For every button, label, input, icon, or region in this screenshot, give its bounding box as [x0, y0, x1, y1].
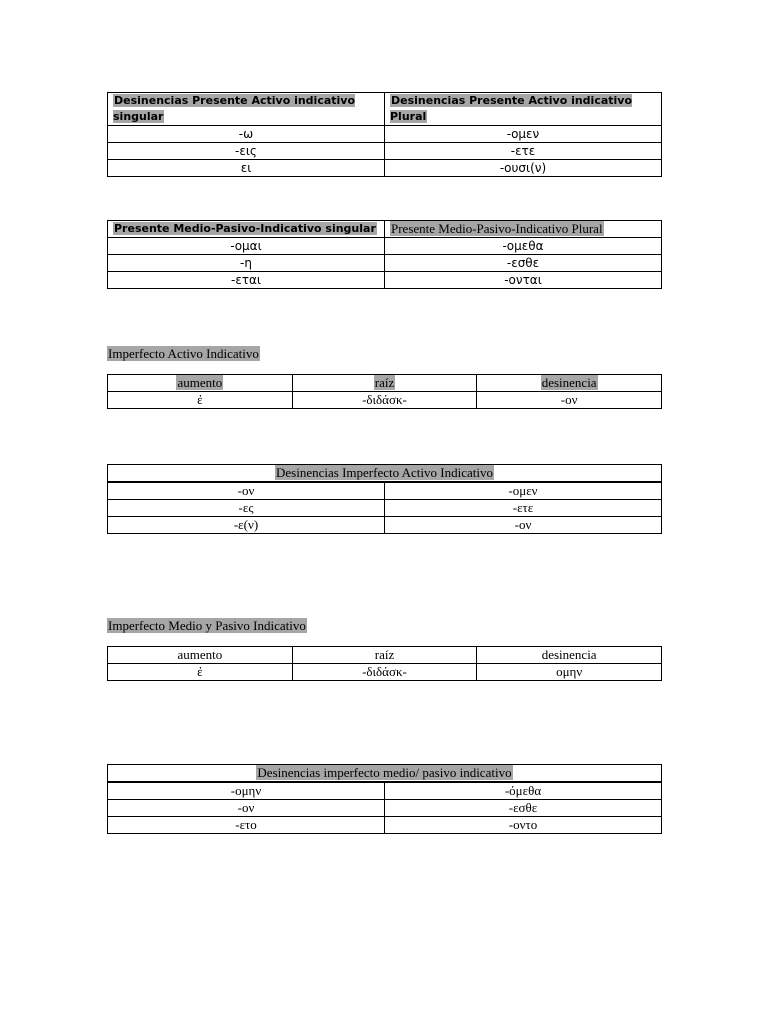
table-cell: -εσθε	[385, 255, 662, 272]
table-cell: -ομεθα	[385, 238, 662, 255]
table-imperfect-middle-passive-endings	[107, 764, 662, 834]
table-header: raíz	[292, 375, 477, 392]
table-row	[108, 238, 662, 255]
table-cell: -ετο	[108, 817, 385, 834]
table-row	[108, 126, 662, 143]
table-row	[108, 817, 662, 834]
table-row	[108, 517, 662, 534]
table-cell: ει	[108, 160, 385, 177]
table-cell: -διδάσκ-	[292, 664, 477, 681]
section-title-imperfect-active: Imperfecto Activo Indicativo	[108, 346, 259, 361]
table-row	[108, 392, 662, 409]
table-header: Presente Medio-Pasivo-Indicativo singular	[108, 221, 385, 238]
table-cell: -ονται	[385, 272, 662, 289]
table-header: Presente Medio-Pasivo-Indicativo Plural	[385, 221, 662, 238]
table-row	[108, 482, 662, 500]
table-cell: -ε(ν)	[108, 517, 385, 534]
table-header: Desinencias Imperfecto Activo Indicativo	[108, 465, 662, 483]
table-cell: -ομεν	[385, 482, 662, 500]
table-cell: -ον	[385, 517, 662, 534]
table-cell: ἐ	[108, 664, 293, 681]
table-cell: -ον	[108, 800, 385, 817]
table-present-middle-passive	[107, 220, 662, 289]
table-cell: -ω	[108, 126, 385, 143]
table-header: aumento	[108, 647, 293, 664]
section-title-imperfect-middle-passive: Imperfecto Medio y Pasivo Indicativo	[108, 618, 306, 633]
table-header: Desinencias Presente Activo indicativo Plural	[385, 93, 662, 126]
table-row	[108, 160, 662, 177]
table-cell: -εις	[108, 143, 385, 160]
table-cell: -ομεν	[385, 126, 662, 143]
table-cell: ομην	[477, 664, 662, 681]
table-row	[108, 500, 662, 517]
table-header: Desinencias Presente Activo indicativo singular	[108, 93, 385, 126]
table-cell: -ουσι(ν)	[385, 160, 662, 177]
table-imperfect-active-parts	[107, 374, 662, 409]
table-cell: -εται	[108, 272, 385, 289]
table-cell: -ες	[108, 500, 385, 517]
table-header: aumento	[108, 375, 293, 392]
table-cell: -ετε	[385, 500, 662, 517]
table-cell: -ομαι	[108, 238, 385, 255]
table-imperfect-middle-passive-parts	[107, 646, 662, 681]
table-cell: -ον	[108, 482, 385, 500]
table-cell: -η	[108, 255, 385, 272]
table-row	[108, 272, 662, 289]
table-row	[108, 800, 662, 817]
table-cell: ἐ	[108, 392, 293, 409]
table-row	[108, 664, 662, 681]
table-header: desinencia	[477, 375, 662, 392]
table-cell: -όμεθα	[385, 782, 662, 800]
table-cell: -ομην	[108, 782, 385, 800]
table-row	[108, 143, 662, 160]
table-cell: -ον	[477, 392, 662, 409]
table-header: desinencia	[477, 647, 662, 664]
table-cell: -οντο	[385, 817, 662, 834]
table-header: raíz	[292, 647, 477, 664]
table-cell: -διδάσκ-	[292, 392, 477, 409]
table-header: Desinencias imperfecto medio/ pasivo indicativo	[108, 765, 662, 783]
table-present-active	[107, 92, 662, 177]
table-cell: -ετε	[385, 143, 662, 160]
table-row	[108, 782, 662, 800]
table-row	[108, 255, 662, 272]
table-cell: -εσθε	[385, 800, 662, 817]
table-imperfect-active-endings	[107, 464, 662, 534]
